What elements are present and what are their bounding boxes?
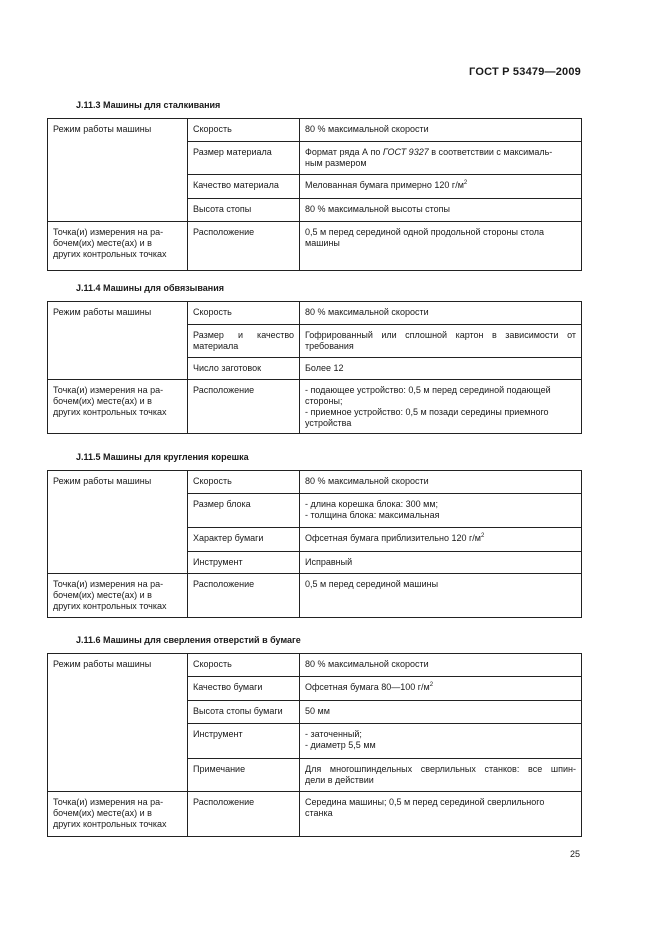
value-cell: Исправный xyxy=(300,552,582,574)
parameters-table xyxy=(47,470,582,618)
standard-reference: ГОСТ 9327 xyxy=(382,147,429,157)
value-cell: - заточенный; - диаметр 5,5 мм xyxy=(300,724,582,759)
section-title: J.11.6 Машины для сверления отверстий в бумаге xyxy=(76,635,301,645)
param-cell: Размер и качество материала xyxy=(188,325,300,358)
param-cell: Скорость xyxy=(188,654,300,677)
mode-label-cell: Режим работы машины xyxy=(48,654,188,792)
value-cell: 80 % максимальной скорости xyxy=(300,302,582,325)
value-cell: 50 мм xyxy=(300,701,582,724)
parameters-table xyxy=(47,118,582,271)
param-cell: Характер бумаги xyxy=(188,528,300,552)
value-cell: Офсетная бумага приблизительно 120 $г/м^2$ xyxy=(300,528,582,552)
table-row xyxy=(48,119,582,142)
mode-label-cell: Режим работы машины xyxy=(48,302,188,380)
param-cell: Качество бумаги xyxy=(188,677,300,701)
parameters-table xyxy=(47,301,582,434)
section-title: J.11.5 Машины для кругления корешка xyxy=(76,452,249,462)
table-row xyxy=(48,222,582,271)
measurement-points-cell: Точка(и) измерения на ра- бочем(их) месте(ах) и в других контрольных точках xyxy=(48,222,188,271)
param-cell: Размер материала xyxy=(188,142,300,175)
measurement-points-cell: Точка(и) измерения на ра- бочем(их) месте(ах) и в других контрольных точках xyxy=(48,574,188,618)
param-cell: Скорость xyxy=(188,302,300,325)
table-row xyxy=(48,654,582,677)
value-cell: Более 12 xyxy=(300,358,582,380)
value-cell: Гофрированный или сплошной картон в зависимости от требования xyxy=(300,325,582,358)
value-line: ным размером xyxy=(305,158,367,168)
param-cell: Скорость xyxy=(188,471,300,494)
value-cell: 80 % максимальной скорости xyxy=(300,654,582,677)
measurement-points-cell: Точка(и) измерения на ра- бочем(их) месте(ах) и в других контрольных точках xyxy=(48,380,188,434)
param-cell: Число заготовок xyxy=(188,358,300,380)
param-cell: Примечание xyxy=(188,759,300,792)
section-title: J.11.4 Машины для обвязывания xyxy=(76,283,224,293)
param-cell: Расположение xyxy=(188,380,300,434)
param-cell: Расположение xyxy=(188,222,300,271)
value-cell: - длина корешка блока: 300 мм; - толщина блока: максимальная xyxy=(300,494,582,528)
value-cell xyxy=(300,142,582,175)
value-cell: Мелованная бумага примерно 120 $г/м^2$ xyxy=(300,175,582,199)
measurement-points-cell: Точка(и) измерения на ра- бочем(их) месте(ах) и в других контрольных точках xyxy=(48,792,188,837)
value-cell: 0,5 м перед серединой одной продольной стороны стола машины xyxy=(300,222,582,271)
param-cell: Высота стопы xyxy=(188,199,300,222)
param-cell: Высота стопы бумаги xyxy=(188,701,300,724)
document-header: ГОСТ Р 53479—2009 xyxy=(469,66,581,78)
param-cell: Качество материала xyxy=(188,175,300,199)
section-j-11-3 xyxy=(47,100,581,271)
value-cell: Офсетная бумага 80—100 $г/м^2$ xyxy=(300,677,582,701)
value-cell: Середина машины; 0,5 м перед серединой сверлильного станка xyxy=(300,792,582,837)
value-cell: - подающее устройство: 0,5 м перед серединой подающей стороны; - приемное устройство: 0,5 м позади середины приемного устройства xyxy=(300,380,582,434)
section-j-11-4 xyxy=(47,283,581,434)
param-cell: Расположение xyxy=(188,574,300,618)
table-row xyxy=(48,380,582,434)
param-cell: Скорость xyxy=(188,119,300,142)
value-line: Формат ряда А по ГОСТ 9327 в соответствии с максималь- xyxy=(305,147,553,157)
param-cell: Инструмент xyxy=(188,552,300,574)
param-cell: Размер блока xyxy=(188,494,300,528)
value-cell: Для многошпиндельных сверлильных станков: все шпин- дели в действии xyxy=(300,759,582,792)
mode-label-cell: Режим работы машины xyxy=(48,119,188,222)
section-j-11-6 xyxy=(47,635,581,837)
param-cell: Расположение xyxy=(188,792,300,837)
table-row xyxy=(48,471,582,494)
param-cell: Инструмент xyxy=(188,724,300,759)
value-cell: 80 % максимальной высоты стопы xyxy=(300,199,582,222)
section-j-11-5 xyxy=(47,452,581,618)
value-cell: 0,5 м перед серединой машины xyxy=(300,574,582,618)
page-number: 25 xyxy=(569,849,580,859)
table-row xyxy=(48,792,582,837)
section-title: J.11.3 Машины для сталкивания xyxy=(76,100,221,110)
value-cell: 80 % максимальной скорости xyxy=(300,119,582,142)
table-row xyxy=(48,302,582,325)
table-row xyxy=(48,574,582,618)
parameters-table xyxy=(47,653,582,837)
value-cell: 80 % максимальной скорости xyxy=(300,471,582,494)
mode-label-cell: Режим работы машины xyxy=(48,471,188,574)
